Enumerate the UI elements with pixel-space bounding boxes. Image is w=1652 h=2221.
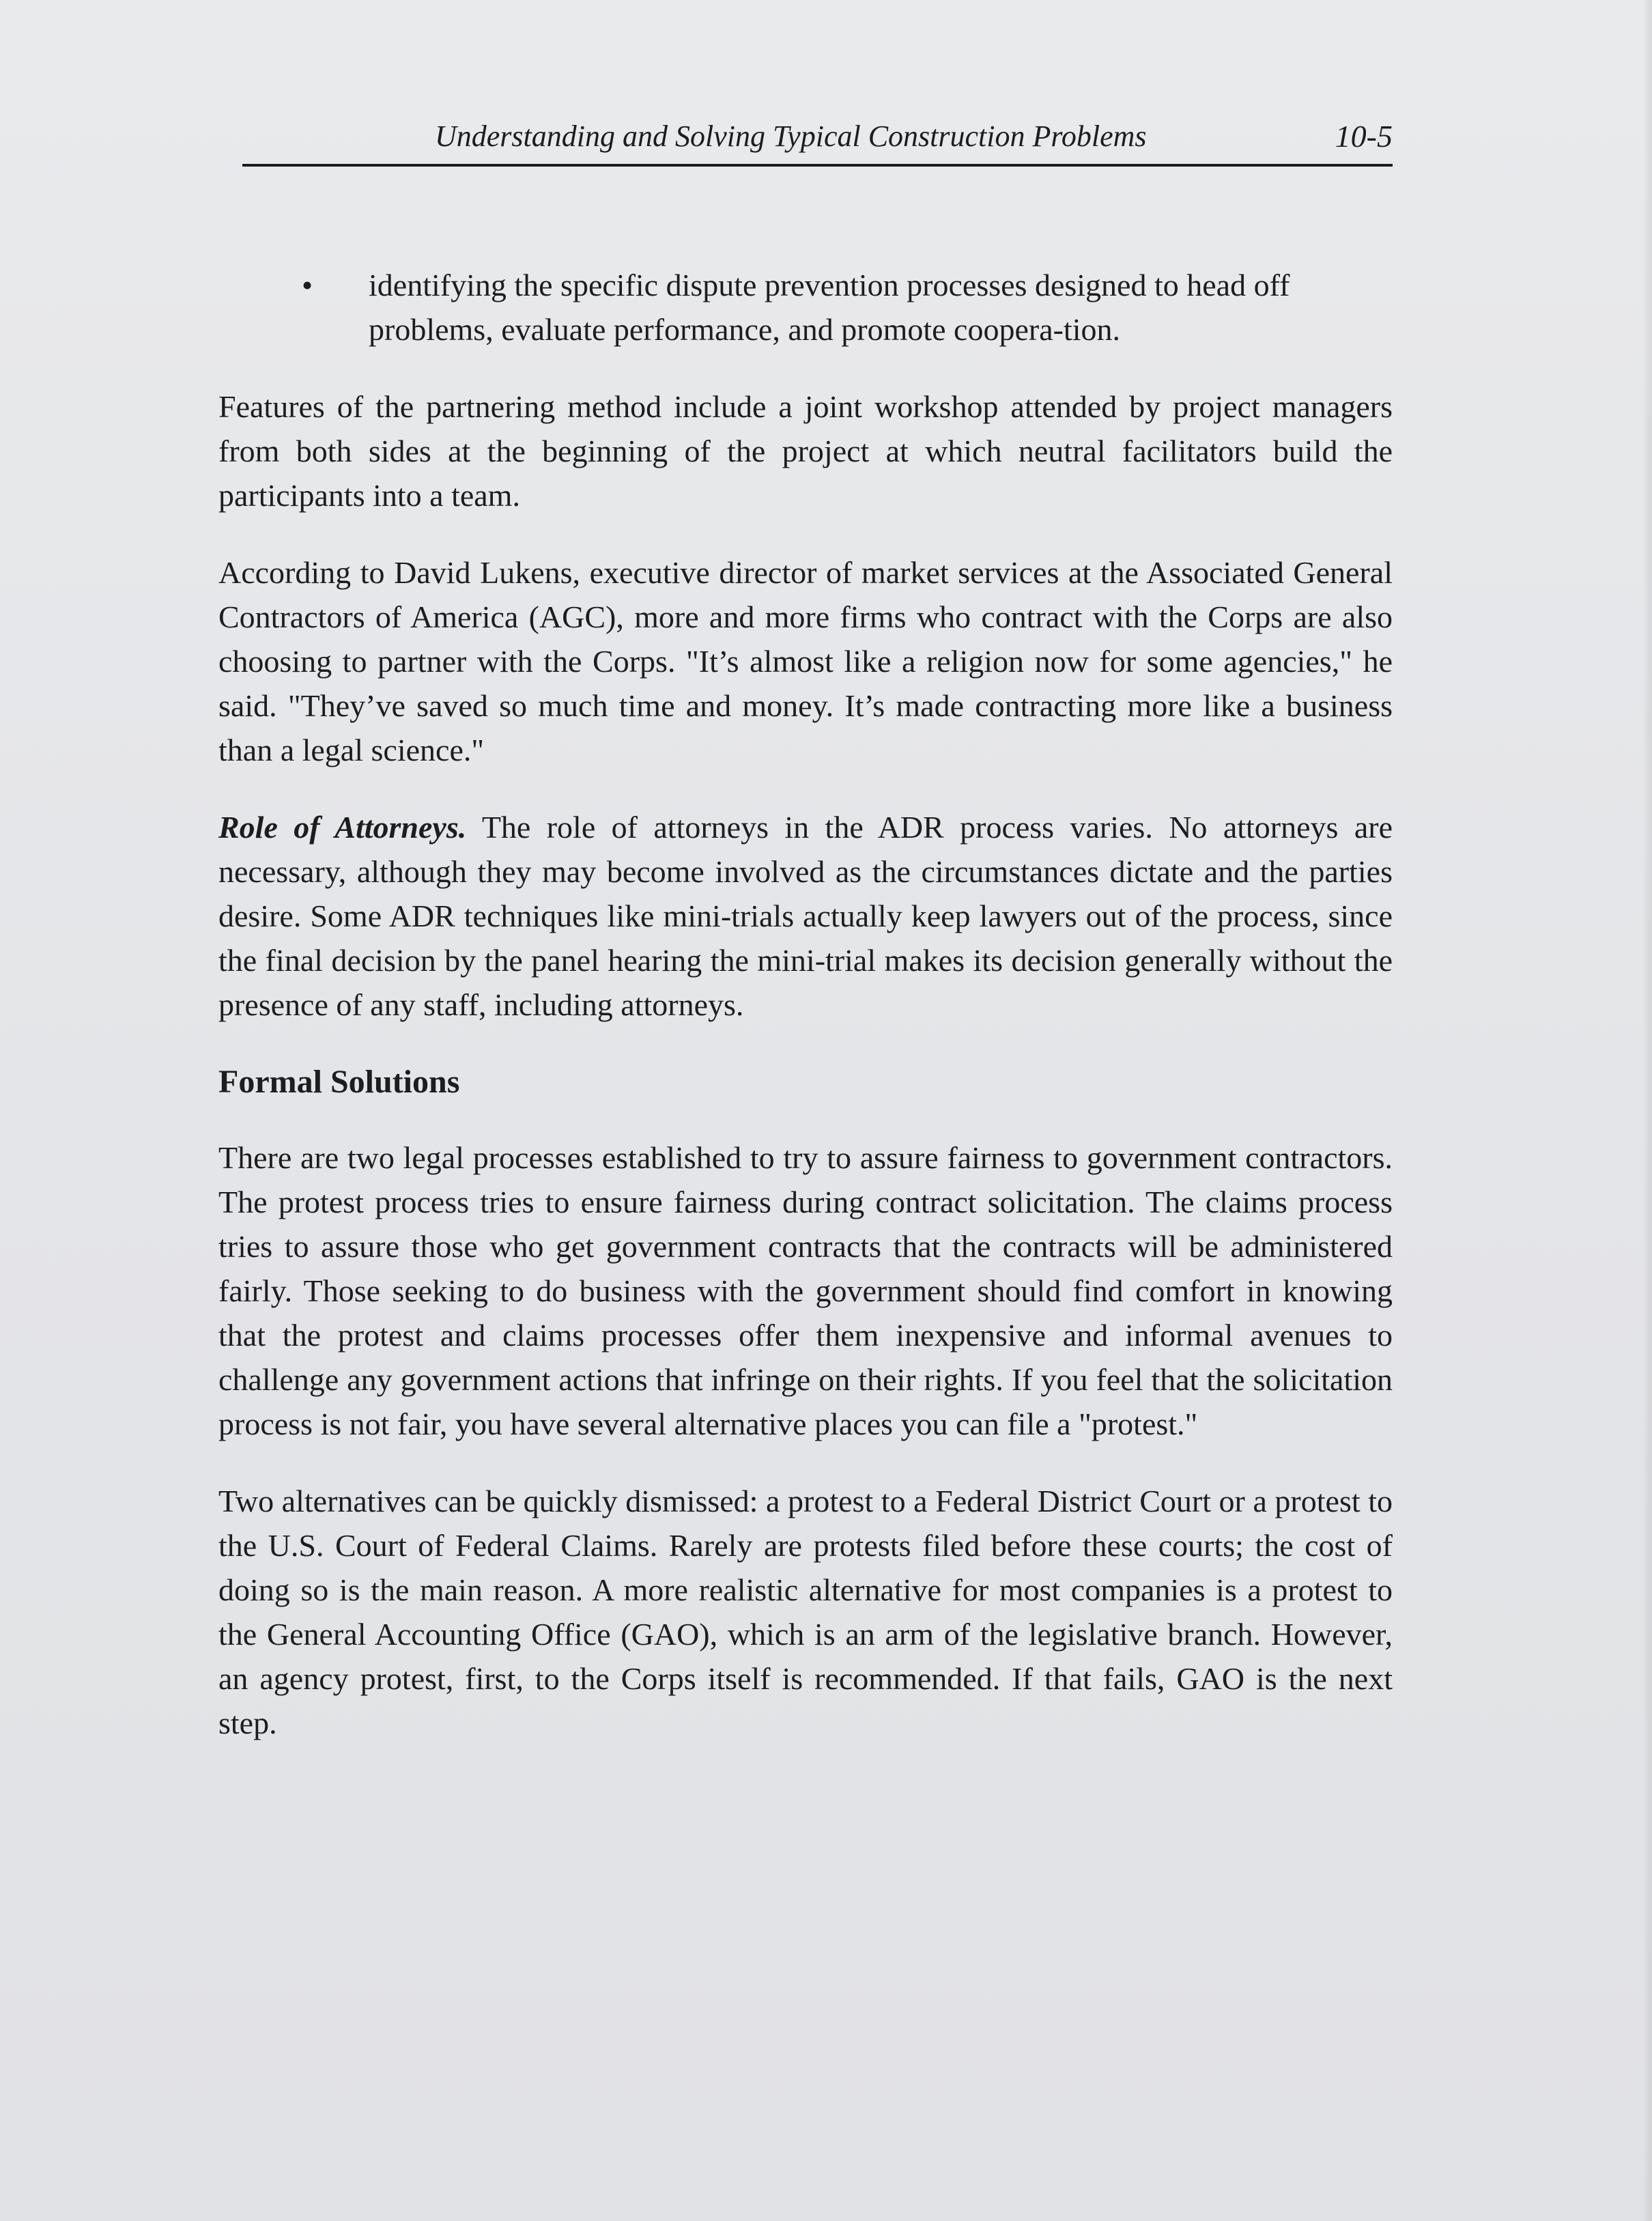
paragraph-protest-alternatives: Two alternatives can be quickly dismissed: a protest to a Federal District Court or a protest to the U.S. Court of Federal Claims. Rarely are protests filed before these courts; the cost of doing so is the main reason. A more realistic alternative for most companies is a protest to the General Accounting Office (GAO), which is an arm of the legislative branch. However, an agency protest, first, to the Corps itself is recommended. If that fails, GAO is the next step. <box>218 1484 1393 1740</box>
paragraph-lukens-quote: According to David Lukens, executive director of market services at the Associated General Contractors of America (AGC), more and more firms who contract with the Corps are also choosing to partner with the Corps. "It’s almost like a religion now for some agencies," he said. "They’ve saved so much time and money. It’s made contracting more like a business than a legal science." <box>218 555 1393 767</box>
page-number: 10-5 <box>1335 119 1393 154</box>
running-title: Understanding and Solving Typical Construction Problems <box>435 119 1147 153</box>
page-edge-shadow <box>1642 0 1652 2221</box>
bullet-text: identifying the specific dispute prevention processes designed to head off problems, evaluate performance, and promote coopera-tion. <box>369 268 1290 347</box>
paragraph-partnering-features: Features of the partnering method include a joint workshop attended by project managers from both sides at the beginning of the project at which neutral facilitators build the participants into a team. <box>218 389 1393 513</box>
paragraph-formal-processes: There are two legal processes established to try to assure fairness to government contractors. The protest process tries to ensure fairness during contract solicitation. The claims process tries to assure those who get government contracts that the contracts will be administered fairly. Those seeking to do business with the government should find comfort in knowing that the protest and claims processes offer them inexpensive and informal avenues to challenge any government actions that infringe on their rights. If you feel that the solicitation process is not fair, you have several alternative places you can file a "protest." <box>218 1140 1393 1441</box>
section-heading-formal-solutions: Formal Solutions <box>218 1064 460 1100</box>
paragraph-role-of-attorneys <box>218 805 1393 1027</box>
bullet-mark: • <box>302 268 313 302</box>
page-header <box>242 116 1393 167</box>
bullet-list-item <box>218 263 1290 352</box>
attorneys-body-text: The role of attorneys in the ADR process varies. No attorneys are necessary, although they may become involved as the circumstances dictate and the parties desire. Some ADR techniques like mini-trials actually keep lawyers out of the process, since the final decision by the panel hearing the mini-trial makes its decision generally without the presence of any staff, including attorneys. <box>218 810 1393 1022</box>
page-body <box>218 263 1393 1778</box>
run-in-heading-attorneys: Role of Attorneys. <box>218 810 467 845</box>
